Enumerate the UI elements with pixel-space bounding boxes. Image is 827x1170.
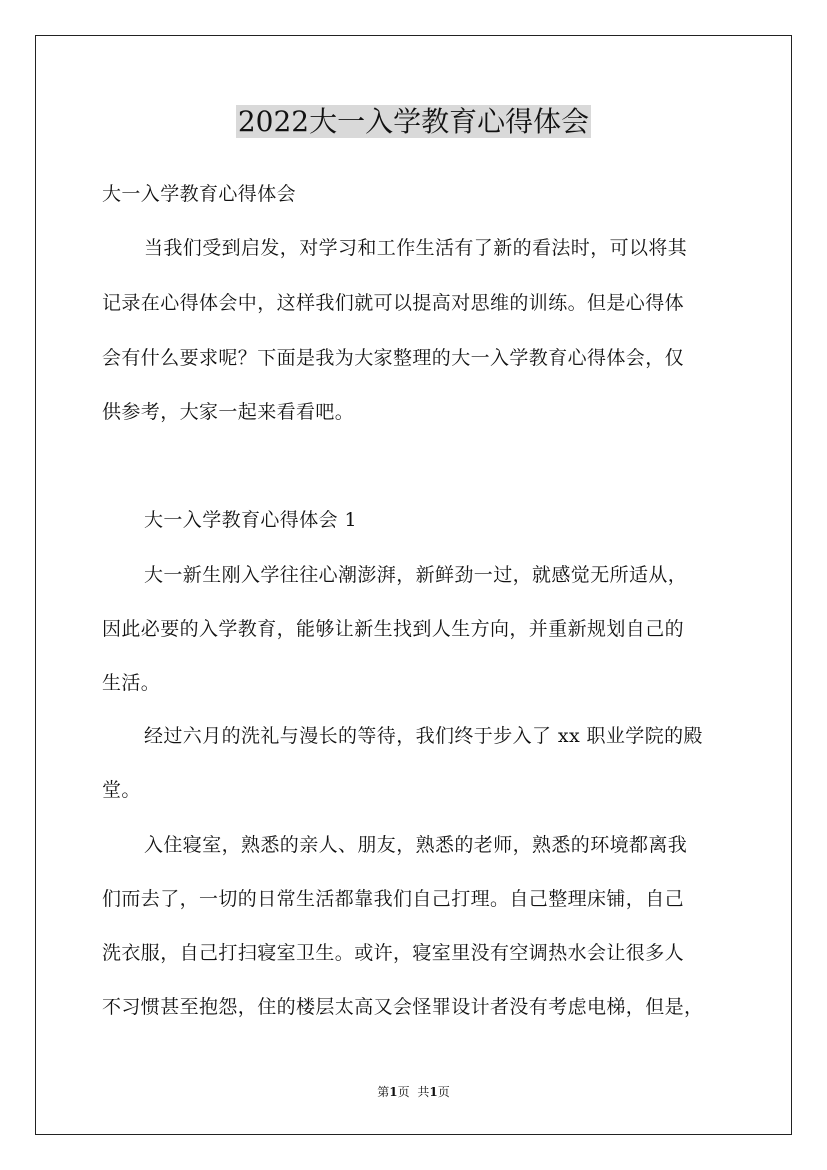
paragraph-line: 不习惯甚至抱怨，住的楼层太高又会怪罪设计者没有考虑电梯，但是， bbox=[102, 996, 704, 1018]
paragraph-line: 大一新生刚入学往往心潮澎湃，新鲜劲一过，就感觉无所适从， bbox=[144, 564, 688, 586]
paragraph-line: 经过六月的洗礼与漫长的等待，我们终于步入了 xx 职业学院的殿 bbox=[144, 725, 703, 747]
paragraph-line: 因此必要的入学教育，能够让新生找到人生方向，并重新规划自己的 bbox=[102, 618, 685, 640]
paragraph-line: 入住寝室，熟悉的亲人、朋友，熟悉的老师，熟悉的环境都离我 bbox=[144, 834, 688, 856]
paragraph-line: 记录在心得体会中，这样我们就可以提高对思维的训练。但是心得体 bbox=[102, 292, 685, 314]
paragraph-line: 们而去了，一切的日常生活都靠我们自己打理。自己整理床铺，自己 bbox=[102, 888, 685, 910]
paragraph-line: 供参考，大家一起来看看吧。 bbox=[102, 401, 355, 423]
section-heading: 大一入学教育心得体会 1 bbox=[144, 509, 357, 531]
total-label-prefix: 共 bbox=[417, 1085, 430, 1099]
page-number: 1 bbox=[389, 1085, 398, 1099]
subtitle-line: 大一入学教育心得体会 bbox=[102, 183, 297, 205]
page-footer bbox=[0, 1084, 827, 1100]
document-title bbox=[0, 100, 827, 144]
page-label-prefix: 第 bbox=[377, 1085, 390, 1099]
paragraph-line: 堂。 bbox=[102, 779, 141, 801]
paragraph-line: 洗衣服，自己打扫寝室卫生。或许，寝室里没有空调热水会让很多人 bbox=[102, 942, 685, 964]
total-pages: 1 bbox=[429, 1085, 438, 1099]
total-label-suffix: 页 bbox=[437, 1085, 450, 1099]
paragraph-line: 会有什么要求呢？下面是我为大家整理的大一入学教育心得体会，仅 bbox=[102, 347, 685, 369]
document-title-text: 2022大一入学教育心得体会 bbox=[237, 105, 590, 138]
paragraph-line: 当我们受到启发，对学习和工作生活有了新的看法时，可以将其 bbox=[144, 237, 688, 259]
page-label-suffix: 页 bbox=[397, 1085, 410, 1099]
paragraph-line: 生活。 bbox=[102, 672, 161, 694]
